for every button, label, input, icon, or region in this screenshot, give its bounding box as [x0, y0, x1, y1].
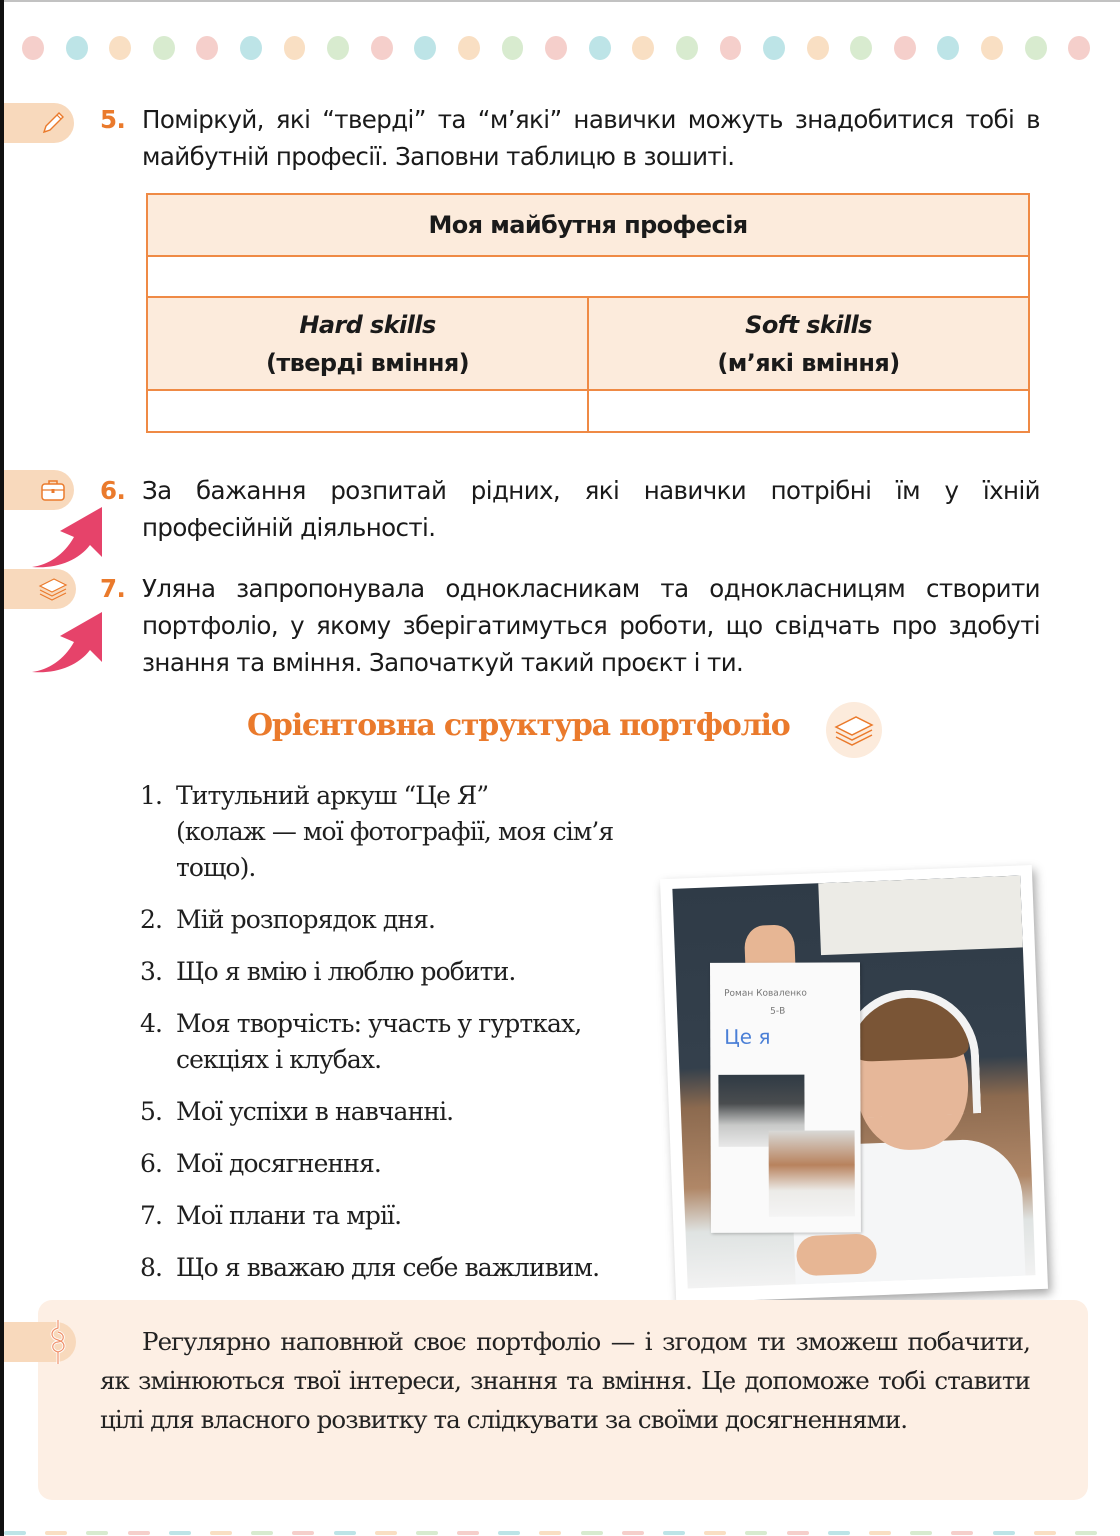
- decorative-dot: [850, 36, 872, 60]
- hard-skills-header: Hard skills (тверді вміння): [147, 297, 588, 390]
- paper-stack-icon: [826, 702, 882, 758]
- decorative-dash: [1034, 1531, 1056, 1535]
- task-7-tab: [4, 569, 76, 609]
- task-5: [100, 101, 1040, 175]
- list-item: 5. Мої успіхи в навчанні.: [140, 1097, 454, 1126]
- decorative-dash: [951, 1531, 973, 1535]
- top-border: [0, 0, 1120, 2]
- decorative-dash: [663, 1531, 685, 1535]
- decorative-dash: [787, 1531, 809, 1535]
- decorative-dot: [153, 36, 175, 60]
- decorative-dot: [981, 36, 1003, 60]
- note-tab: [4, 1322, 76, 1362]
- decorative-dot: [545, 36, 567, 60]
- decorative-dot: [371, 36, 393, 60]
- briefcase-icon: [40, 478, 66, 502]
- decorative-dot: [720, 36, 742, 60]
- decorative-dot: [196, 36, 218, 60]
- decorative-dot: [676, 36, 698, 60]
- decorative-dash: [128, 1531, 150, 1535]
- decorative-dash: [993, 1531, 1015, 1535]
- decorative-dot: [284, 36, 306, 60]
- decorative-dash: [251, 1531, 273, 1535]
- future-profession-table: [146, 193, 1030, 433]
- table-title: Моя майбутня професія: [147, 194, 1029, 256]
- portfolio-structure-list: [140, 778, 680, 1302]
- soft-skills-header: Soft skills (м’які вміння): [588, 297, 1029, 390]
- curved-arrow-icon: [30, 608, 106, 678]
- soft-skills-cell: [588, 390, 1029, 432]
- decorative-dot: [240, 36, 262, 60]
- decorative-dot-row: [22, 36, 1112, 60]
- decorative-dot: [109, 36, 131, 60]
- decorative-dot: [894, 36, 916, 60]
- decorative-dash: [457, 1531, 479, 1535]
- decorative-dash-row: [4, 1531, 1120, 1536]
- decorative-dot: [502, 36, 524, 60]
- decorative-dot: [414, 36, 436, 60]
- task-text: За бажання розпитай рідних, які навички потрібні їм у їхній професійній діяльності.: [142, 476, 1040, 542]
- decorative-dot: [589, 36, 611, 60]
- list-item: 6. Мої досягнення.: [140, 1149, 381, 1178]
- decorative-dash: [910, 1531, 932, 1535]
- list-item: 7. Мої плани та мрії.: [140, 1201, 402, 1230]
- decorative-dash: [375, 1531, 397, 1535]
- list-item: 4. Моя творчість: участь у гуртках, секціях і клубах.: [140, 1009, 582, 1074]
- decorative-dash: [498, 1531, 520, 1535]
- decorative-dash: [292, 1531, 314, 1535]
- decorative-dot: [937, 36, 959, 60]
- decorative-dash: [1075, 1531, 1097, 1535]
- decorative-dash: [828, 1531, 850, 1535]
- decorative-dot: [807, 36, 829, 60]
- note-text: Регулярно наповнюй своє портфоліо — і згодом ти зможеш побачити, як змінюються твої інтереси, знання та вміння. Це допоможе тобі ставити цілі для власного розвитку та слідкувати за своїми досягненнями.: [100, 1327, 1030, 1434]
- list-item: 8. Що я вважаю для себе важливим.: [140, 1253, 600, 1282]
- decorative-dot: [66, 36, 88, 60]
- task-number: 6.: [100, 476, 126, 505]
- decorative-dash: [539, 1531, 561, 1535]
- decorative-dot: [1025, 36, 1047, 60]
- decorative-dot: [632, 36, 654, 60]
- portfolio-title-page: Роман Коваленко 5-В Це я: [710, 962, 861, 1233]
- task-6: [100, 472, 1040, 546]
- decorative-dash: [169, 1531, 191, 1535]
- list-item: 3. Що я вмію і люблю робити.: [140, 957, 516, 986]
- decorative-dot: [763, 36, 785, 60]
- decorative-dot: [22, 36, 44, 60]
- task-text: Поміркуй, які “тверді” та “м’які” навички можуть знадобитися тобі в майбутній професії. Заповни таблицю в зошиті.: [142, 105, 1040, 171]
- task-number: 7.: [100, 574, 126, 603]
- decorative-dash: [334, 1531, 356, 1535]
- paper-stack-icon: [38, 576, 68, 602]
- curved-arrow-icon: [30, 503, 106, 573]
- decorative-dash: [416, 1531, 438, 1535]
- decorative-dash: [745, 1531, 767, 1535]
- decorative-dot: [458, 36, 480, 60]
- decorative-dash: [210, 1531, 232, 1535]
- boy-with-portfolio-photo: [660, 865, 1048, 1303]
- decorative-dash: [86, 1531, 108, 1535]
- left-edge-bar: [0, 0, 4, 1536]
- task-text: Уляна запропонувала однокласникам та однокласницям створити портфоліо, у якому зберігатимуться роботи, що свідчать про здобуті знання та вміння. Започаткуй такий проєкт і ти.: [142, 574, 1040, 677]
- portfolio-section-title: Орієнтовна структура портфоліо: [247, 708, 790, 743]
- list-item: 1. Титульний аркуш “Це Я” (колаж — мої фотографії, моя сім’я тощо).: [140, 781, 614, 882]
- task-number: 5.: [100, 105, 126, 134]
- hard-skills-cell: [147, 390, 588, 432]
- decorative-dash: [869, 1531, 891, 1535]
- task-7: [100, 570, 1040, 681]
- list-item: 2. Мій розпорядок дня.: [140, 905, 436, 934]
- decorative-dash: [581, 1531, 603, 1535]
- knot-icon: [48, 1320, 68, 1364]
- decorative-dot: [1068, 36, 1090, 60]
- decorative-dot: [327, 36, 349, 60]
- decorative-dash: [622, 1531, 644, 1535]
- decorative-dash: [45, 1531, 67, 1535]
- table-profession-cell: [147, 256, 1029, 297]
- task-5-tab: [4, 103, 74, 143]
- decorative-dash: [704, 1531, 726, 1535]
- decorative-dash: [4, 1531, 26, 1535]
- pencil-icon: [40, 110, 66, 136]
